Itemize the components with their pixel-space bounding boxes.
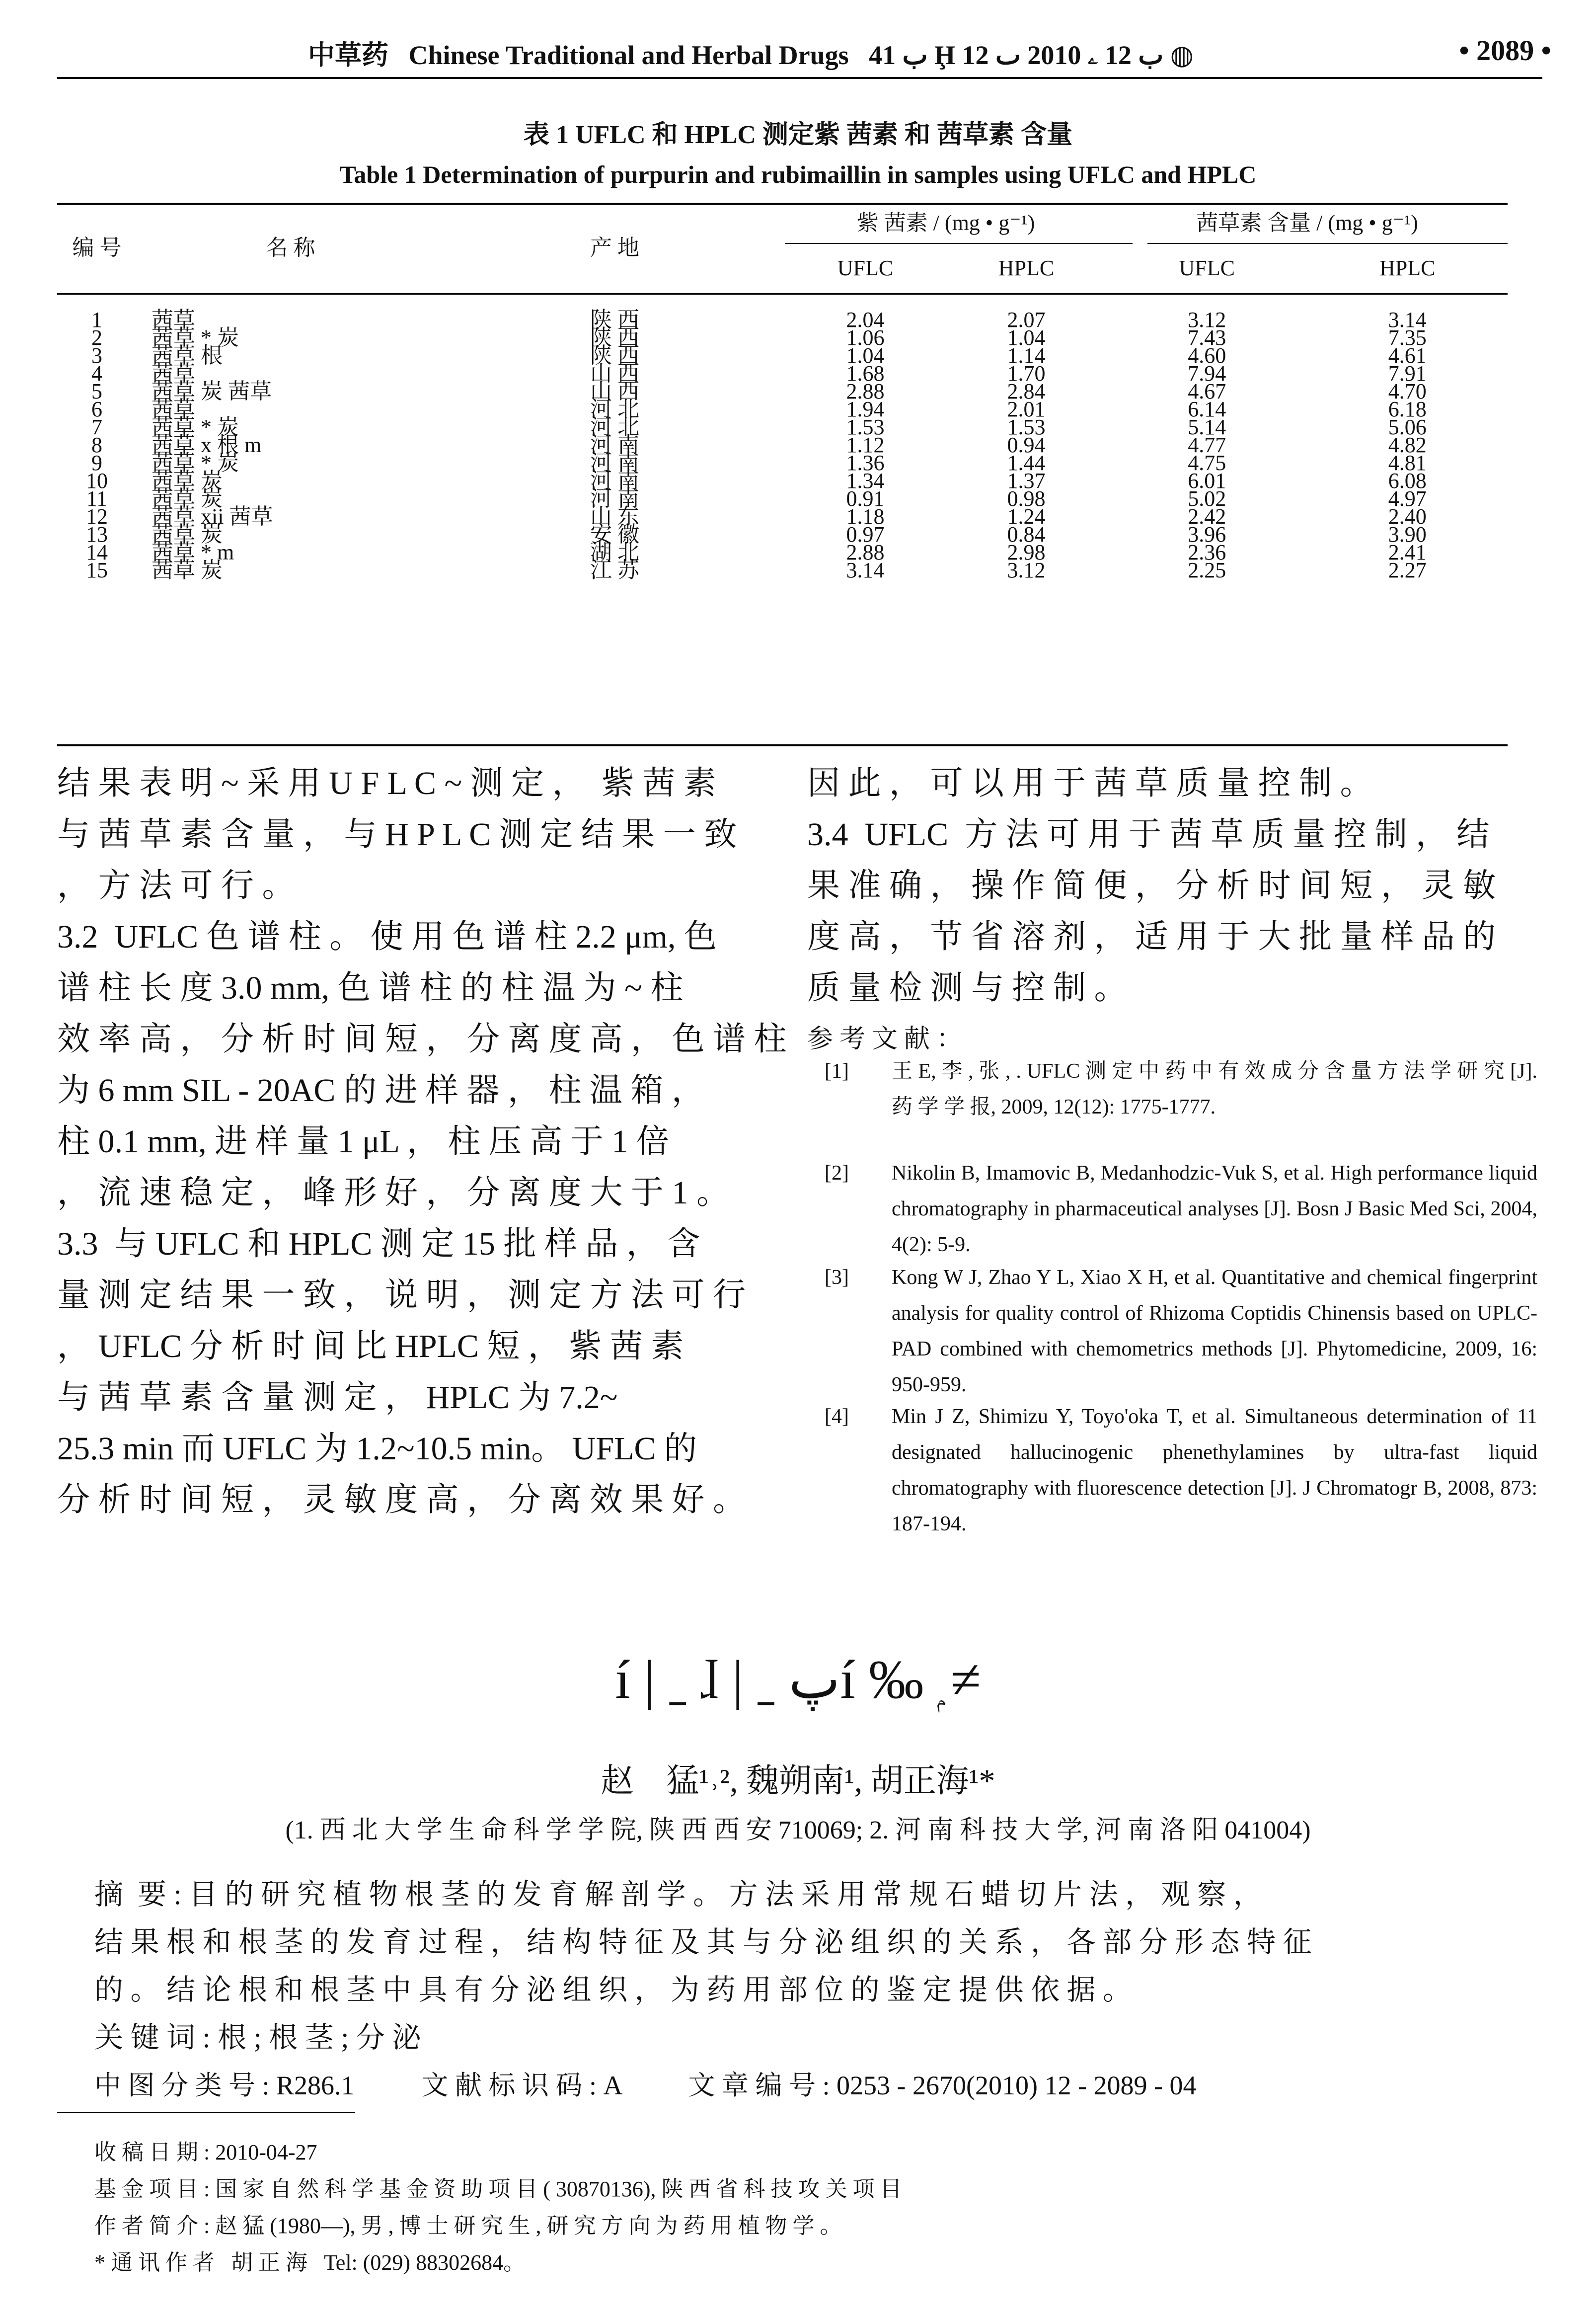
cell-name: 茜草 * m — [152, 540, 234, 564]
cell-value: 4.61 — [1388, 343, 1427, 368]
cell-value: 1.18 — [846, 504, 885, 529]
paragraph-line: 与 茜 草 素 含 量 ， 与 H P L C 测 定 结 果 一 致 — [57, 816, 737, 853]
cell-origin: 湖 北 — [590, 540, 639, 564]
paragraph-line: 为 6 mm SIL - 20AC 的 进 样 器 ， 柱 温 箱 ， — [57, 1072, 704, 1109]
journal-name-en: Chinese Traditional and Herbal Drugs — [408, 40, 849, 70]
col-group-purpurin: 紫 茜素 / (mg • g⁻¹) — [856, 211, 1035, 235]
table-row — [57, 311, 1508, 329]
cell-value: 2.25 — [1188, 558, 1226, 582]
cell-value: 2.01 — [1007, 397, 1046, 421]
table-bottom-rule — [57, 744, 1508, 746]
cell-name: 茜草 炭 — [152, 469, 223, 493]
cell-value: 3.90 — [1388, 522, 1427, 547]
cell-value: 2.41 — [1388, 540, 1427, 564]
cell-value: 3.14 — [846, 558, 885, 582]
cell-value: 7.91 — [1388, 361, 1427, 386]
cell-origin: 河 北 — [590, 415, 639, 439]
abstract — [94, 1871, 1535, 2109]
table-row — [57, 526, 1508, 544]
paragraph-line: 效 率 高 ， 分 析 时 间 短 ， 分 离 度 高 ， 色 谱 柱 — [57, 1021, 787, 1057]
cell-value: 7.94 — [1188, 361, 1226, 386]
cell-value: 4.82 — [1388, 433, 1427, 457]
cell-name: 茜草 根 — [152, 343, 223, 368]
cell-no: 11 — [86, 486, 108, 511]
footnote-rule — [57, 2112, 355, 2113]
sub-header-uflc: UFLC — [1179, 256, 1235, 280]
cell-name: 茜草 炭 茜草 — [152, 379, 272, 403]
cell-value: 6.18 — [1388, 397, 1427, 421]
cell-origin: 江 苏 — [590, 558, 639, 582]
cell-no: 10 — [86, 469, 108, 493]
cell-name: 茜草 炭 — [152, 558, 223, 582]
col-header-name: 名 称 — [266, 236, 315, 260]
paragraph-line: 度 高 ， 节 省 溶 剂 ， 适 用 于 大 批 量 样 品 的 — [807, 919, 1496, 955]
cell-no: 7 — [91, 415, 102, 439]
table-row — [57, 418, 1508, 436]
cell-origin: 陕 西 — [590, 343, 639, 368]
table-row — [57, 436, 1508, 454]
left-column — [57, 758, 812, 1525]
table-row — [57, 472, 1508, 490]
section-3-4: 3.4 UFLC 方 法 可 用 于 茜 草 质 量 控 制 ， 结 — [807, 816, 1490, 853]
cell-value: 1.06 — [846, 325, 885, 350]
paragraph-line: 果 准 确 ， 操 作 简 便 ， 分 析 时 间 短 ， 灵 敏 — [807, 868, 1496, 904]
cell-value: 1.94 — [846, 397, 885, 421]
table-row — [57, 329, 1508, 347]
cell-value: 3.12 — [1188, 308, 1226, 332]
running-header — [0, 29, 1596, 79]
cell-value: 0.91 — [846, 486, 885, 511]
reference-item: [2] Nikolin B, Imamovic B, Medanhodzic-Vuk S, et al. High performance liquid chromatography in pharmaceutical analyses [J]. Bosn J Basic Med Sci, 2004, 4(2): 5-9. — [825, 1162, 1537, 1256]
cell-name: 茜草 x 根 m — [152, 433, 262, 457]
section-3-2: 3.2 UFLC 色 谱 柱 。 使 用 色 谱 柱 2.2 μm, 色 — [57, 919, 717, 955]
cell-no: 2 — [91, 325, 102, 350]
abstract-line: 的 。 结 论 根 和 根 茎 中 具 有 分 泌 组 织 ， 为 药 用 部 位 的 鉴 定 提 供 依 据 。 — [94, 1974, 1132, 2006]
paragraph-line: 量 测 定 结 果 一 致 ， 说 明 ， 测 定 方 法 可 行 — [57, 1277, 746, 1313]
cell-name: 茜草 * 炭 — [152, 325, 239, 350]
cell-value: 6.01 — [1188, 469, 1226, 493]
cell-no: 8 — [91, 433, 102, 457]
table-row — [57, 544, 1508, 561]
paragraph-line: 与 茜 草 素 含 量 测 定 ， HPLC 为 7.2~ — [57, 1379, 618, 1416]
paragraph-line: 分 析 时 间 短 ， 灵 敏 度 高 ， 分 离 效 果 好 。 — [57, 1482, 746, 1518]
table-row — [57, 365, 1508, 383]
cell-origin: 河 北 — [590, 397, 639, 421]
cell-no: 4 — [91, 361, 102, 386]
cell-value: 1.04 — [846, 343, 885, 368]
cell-name: 茜草 — [152, 397, 195, 421]
sub-header-hplc: HPLC — [998, 256, 1055, 280]
cell-value: 1.04 — [1007, 325, 1046, 350]
cell-no: 5 — [91, 379, 102, 403]
paragraph-line: ， UFLC 分 析 时 间 比 HPLC 短 ， 紫 茜 素 — [57, 1328, 684, 1364]
cell-origin: 河 南 — [590, 469, 639, 493]
cell-value: 2.84 — [1007, 379, 1046, 403]
paragraph-line: 25.3 min 而 UFLC 为 1.2~10.5 min。 UFLC 的 — [57, 1431, 697, 1467]
cell-no: 1 — [91, 308, 102, 332]
cell-origin: 山 西 — [590, 361, 639, 386]
cell-name: 茜草 * 炭 — [152, 451, 239, 475]
cell-value: 4.77 — [1188, 433, 1226, 457]
classification-info: 中 图 分 类 号 : R286.1 文 献 标 识 码 : A 文 章 编 号 : 0253 - 2670(2010) 12 - 2089 - 04 — [94, 2071, 1197, 2100]
keywords: 关 键 词 : 根 ; 根 茎 ; 分 泌 — [94, 2021, 421, 2054]
cell-no: 3 — [91, 343, 102, 368]
cell-name: 茜草 — [152, 361, 195, 386]
cell-value: 0.84 — [1007, 522, 1046, 547]
table-body — [57, 293, 1508, 582]
table-row — [57, 508, 1508, 526]
footnotes — [94, 2134, 1535, 2281]
cell-value: 3.14 — [1388, 308, 1427, 332]
cell-value: 3.96 — [1188, 522, 1226, 547]
cell-origin: 河 南 — [590, 451, 639, 475]
paragraph-line: 因 此 ， 可 以 用 于 茜 草 质 量 控 制 。 — [807, 765, 1373, 801]
cell-value: 1.53 — [846, 415, 885, 439]
cell-value: 1.34 — [846, 469, 885, 493]
reference-item: [3] Kong W J, Zhao Y L, Xiao X H, et al. Quantitative and chemical fingerprint analysis for quality control of Rhizoma Coptidis Chinensis based on UPLC-PAD combined with chemometrics methods [J]. Phytomedicine, 2009, 16: 950-959. — [825, 1266, 1537, 1396]
cell-value: 1.24 — [1007, 504, 1046, 529]
page-number: • 2089 • — [1459, 34, 1551, 67]
cell-value: 4.97 — [1388, 486, 1427, 511]
cell-value: 2.88 — [846, 379, 885, 403]
cell-value: 2.07 — [1007, 308, 1046, 332]
cell-value: 1.14 — [1007, 343, 1046, 368]
header-rule — [57, 77, 1542, 79]
cell-value: 4.70 — [1388, 379, 1427, 403]
table-caption-cn: 表 1 UFLC 和 HPLC 测定紫 茜素 和 茜草素 含量 — [523, 121, 1072, 149]
cell-value: 2.98 — [1007, 540, 1046, 564]
abstract-line: 摘 要 : 目 的 研 究 植 物 根 茎 的 发 育 解 剖 学 。 方 法 采 用 常 规 石 蜡 切 片 法 ， 观 察 ， — [94, 1878, 1262, 1911]
cell-value: 6.14 — [1188, 397, 1226, 421]
author-list: 赵 猛¹˒², 魏朔南¹, 胡正海¹* — [601, 1763, 995, 1799]
cell-name: 茜草 炭 — [152, 522, 223, 547]
cell-value: 1.12 — [846, 433, 885, 457]
reference-item: [1] 王 E, 李 , 张 , . UFLC 测 定 中 药 中 有 效 成 分 含 量 方 法 学 研 究 [J]. 药 学 学 报, 2009, 12(12): 1775-1777. — [825, 1060, 1537, 1118]
table-row — [57, 400, 1508, 418]
corresponding-author: * 通 讯 作 者 胡 正 海 Tel: (029) 88302684。 — [94, 2250, 526, 2275]
cell-name: 茜草 xii 茜草 — [152, 504, 273, 529]
cell-value: 4.81 — [1388, 451, 1427, 475]
volume-issue: ب 41 Ḩ ب 12 ۦ 2010 ٮ 12 ◍ — [869, 40, 1194, 70]
paragraph-line: ， 方 法 可 行 。 — [57, 868, 295, 904]
article-title: í | ˍ ɺ | ˍ پí ‰ ۭ ≠ — [615, 1649, 981, 1710]
cell-value: 4.60 — [1188, 343, 1226, 368]
paragraph-line: 结 果 表 明 ~ 采 用 U F L C ~ 测 定 ， 紫 茜 素 — [57, 765, 716, 801]
data-table — [57, 203, 1508, 582]
cell-no: 13 — [86, 522, 108, 547]
cell-value: 2.27 — [1388, 558, 1427, 582]
col-header-no: 编 号 — [72, 236, 122, 260]
cell-origin: 陕 西 — [590, 325, 639, 350]
cell-value: 3.12 — [1007, 558, 1046, 582]
sub-header-uflc: UFLC — [837, 256, 894, 280]
col-header-origin: 产 地 — [590, 236, 639, 260]
paragraph-line: 质 量 检 测 与 控 制 。 — [807, 970, 1127, 1006]
cell-origin: 河 南 — [590, 433, 639, 457]
cell-value: 0.97 — [846, 522, 885, 547]
right-column — [807, 758, 1542, 1065]
cell-value: 0.98 — [1007, 486, 1046, 511]
references-heading: 参 考 文 献 ： — [807, 1025, 963, 1053]
reference-item: [4] Min J Z, Shimizu Y, Toyo'oka T, et al. Simultaneous determination of 11 designated hallucinogenic phenethylamines by ultra-fast liquid chromatography with fluorescence detection [J]. J Chromatogr B, 2008, 873: 187-194. — [825, 1405, 1537, 1535]
paragraph-line: 谱 柱 长 度 3.0 mm, 色 谱 柱 的 柱 温 为 ~ 柱 — [57, 970, 684, 1006]
cell-value: 4.67 — [1188, 379, 1226, 403]
cell-name: 茜草 炭 — [152, 486, 223, 511]
affiliation: (1. 西 北 大 学 生 命 科 学 学 院, 陕 西 西 安 710069; 2. 河 南 科 技 大 学, 河 南 洛 阳 041004) — [285, 1816, 1311, 1844]
table-row — [57, 454, 1508, 472]
cell-name: 茜草 * 炭 — [152, 415, 239, 439]
cell-value: 1.44 — [1007, 451, 1046, 475]
journal-info — [308, 34, 1194, 72]
paragraph-line: 柱 0.1 mm, 进 样 量 1 μL ， 柱 压 高 于 1 倍 — [57, 1123, 669, 1160]
table-caption-en: Table 1 Determination of purpurin and rubimaillin in samples using UFLC and HPLC — [339, 160, 1257, 188]
abstract-line: 结 果 根 和 根 茎 的 发 育 过 程 ， 结 构 特 征 及 其 与 分 泌 组 织 的 关 系 ， 各 部 分 形 态 特 征 — [94, 1926, 1312, 1958]
cell-value: 2.42 — [1188, 504, 1226, 529]
cell-value: 1.68 — [846, 361, 885, 386]
cell-value: 2.88 — [846, 540, 885, 564]
cell-value: 1.36 — [846, 451, 885, 475]
author-bio: 作 者 简 介 : 赵 猛 (1980—), 男 , 博 士 研 究 生 , 研 究 方 向 为 药 用 植 物 学 。 — [94, 2214, 842, 2238]
cell-value: 2.04 — [846, 308, 885, 332]
cell-value: 6.08 — [1388, 469, 1427, 493]
cell-origin: 山 东 — [590, 504, 639, 529]
cell-value: 5.02 — [1188, 486, 1226, 511]
cell-value: 5.06 — [1388, 415, 1427, 439]
cell-origin: 山 西 — [590, 379, 639, 403]
cell-value: 1.37 — [1007, 469, 1046, 493]
cell-origin: 陕 西 — [590, 308, 639, 332]
cell-value: 1.70 — [1007, 361, 1046, 386]
section-3-3: 3.3 与 UFLC 和 HPLC 测 定 15 批 样 品 ， 含 — [57, 1226, 700, 1262]
col-group-rubimaillin: 茜草素 含量 / (mg • g⁻¹) — [1196, 211, 1418, 235]
cell-no: 15 — [86, 558, 108, 582]
table-row — [57, 383, 1508, 400]
cell-value: 7.43 — [1188, 325, 1226, 350]
table-row — [57, 347, 1508, 365]
funding-note: 基 金 项 目 : 国 家 自 然 科 学 基 金 资 助 项 目 ( 30870136), 陕 西 省 科 技 攻 关 项 目 — [94, 2177, 902, 2201]
cell-value: 4.75 — [1188, 451, 1226, 475]
cell-value: 7.35 — [1388, 325, 1427, 350]
cell-no: 6 — [91, 397, 102, 421]
cell-origin: 河 南 — [590, 486, 639, 511]
cell-value: 0.94 — [1007, 433, 1046, 457]
cell-value: 5.14 — [1188, 415, 1226, 439]
cell-value: 2.40 — [1388, 504, 1427, 529]
table-row — [57, 561, 1508, 579]
received-date: 收 稿 日 期 : 2010-04-27 — [94, 2140, 317, 2164]
paragraph-line: ， 流 速 稳 定 ， 峰 形 好 ， 分 离 度 大 于 1 。 — [57, 1175, 729, 1211]
journal-name-cn: 中草药 — [308, 40, 388, 70]
cell-name: 茜草 — [152, 308, 195, 332]
sub-header-hplc: HPLC — [1379, 256, 1436, 280]
cell-no: 12 — [86, 504, 108, 529]
cell-no: 9 — [91, 451, 102, 475]
cell-value: 1.53 — [1007, 415, 1046, 439]
cell-origin: 安 徽 — [590, 522, 639, 547]
cell-no: 14 — [86, 540, 108, 564]
cell-value: 2.36 — [1188, 540, 1226, 564]
table-row — [57, 490, 1508, 508]
